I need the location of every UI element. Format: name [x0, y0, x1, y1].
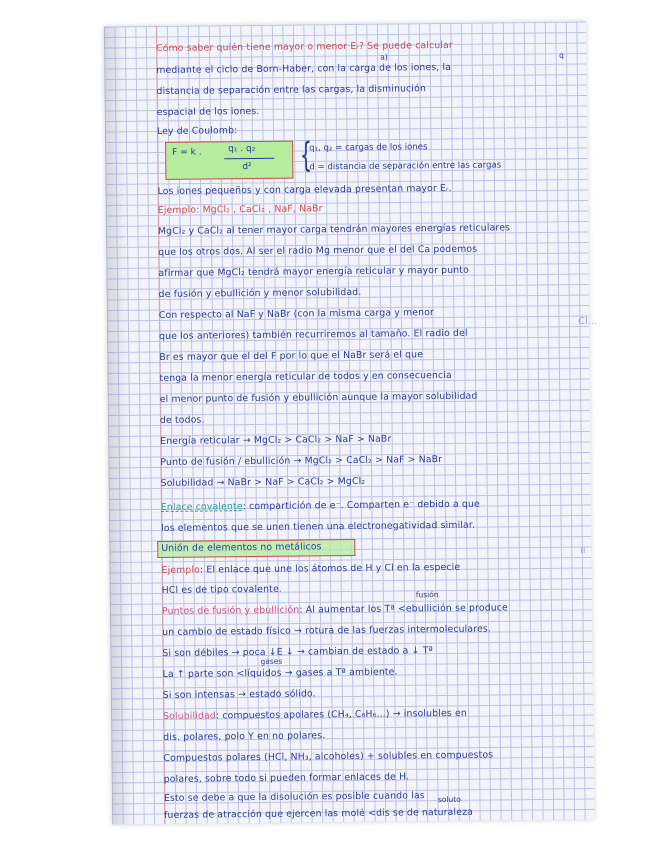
- melting-line-3: Si son débiles → poca ↓E ↓ → cambian de estado a ↓ Tª: [162, 645, 434, 659]
- body-line-1: MgCl₂ y CaCl₂ al tener mayor carga tendrán mayores energías reticulares: [157, 222, 511, 237]
- covalent-box-text: Unión de elementos no metálicos: [161, 541, 322, 554]
- formula-numerator: q₁ . q₂: [228, 143, 256, 155]
- body-line-4: de fusión y ebullición y menor solubilidad.: [158, 286, 362, 300]
- melting-line-5: Si son intensas → estado sólido.: [162, 688, 316, 701]
- covalent-title: Enlace covalente: [160, 501, 243, 513]
- body-line-9: el menor punto de fusión y ebullición aunque la mayor solubilidad: [159, 390, 478, 405]
- intro-superscript-q: q: [559, 50, 564, 60]
- body-line-8: tenga la menor energía reticular de todos y en consecuencia: [159, 369, 452, 384]
- notebook-page: [104, 21, 594, 824]
- solubility-line-5: Esto se debe a que la disolución es posible cuando las: [163, 790, 425, 804]
- covalent-definition: Enlace covalente: compartición de e⁻. Comparten e⁻ debido a que: [160, 498, 480, 513]
- soluto-superscript: soluto: [437, 794, 461, 805]
- solubility-line-2: dis. polares, polo Y en no polares.: [163, 730, 326, 743]
- solubility-line-6: fuerzas de atracción que ejercen las molé <dis se de naturaleza: [164, 806, 474, 821]
- formula-denominator: d²: [242, 162, 252, 173]
- melting-line-4: La ↑ parte son <líquidos → gases a Tª ambiente.: [162, 666, 398, 680]
- body-line-5: Con respecto al NaF y NaBr (con la misma carga y menor: [158, 307, 435, 321]
- coulomb-formula-box: [165, 141, 293, 180]
- order-solubilidad: Solubilidad → NaBr > NaF > CaCl₂ > MgCl₂: [160, 475, 366, 489]
- next-page-edge-mark-2: ıı: [580, 545, 586, 556]
- solubility-line-3: Compuestos polares (HCl, NH₃, alcoholes) + solubles en compuestos: [163, 749, 494, 764]
- curly-brace: {: [299, 135, 313, 176]
- intro-line-4: espacial de los iones.: [156, 105, 260, 118]
- intro-line-2: mediante el ciclo de Born-Haber, con la carga de los iones, la: [156, 61, 452, 76]
- covalent-example: Ejemplo: El enlace que une los átomos de H y Cl en la especie: [161, 561, 461, 576]
- fusion-superscript: fusión: [415, 590, 439, 600]
- binding-shadow: [104, 26, 134, 824]
- small-ions-line: Los iones pequeños y con carga elevada presentan mayor Eᵣ.: [157, 182, 452, 197]
- covalent-example-2: HCl es de tipo covalente.: [161, 583, 282, 596]
- solubility-line: Solubilidad: compuestos apolares (CH₄, C₆H₆...) → insolubles en: [163, 707, 467, 722]
- coulomb-definition-1: q₁, q₂ = cargas de los iones: [309, 142, 428, 154]
- coulomb-title: Ley de Coulomb:: [156, 125, 238, 137]
- melting-line-2: un cambio de estado físico → rotura de las fuerzas intermoleculares.: [162, 623, 491, 638]
- body-line-10: de todos.: [159, 414, 205, 426]
- example-1-line: Ejemplo: MgCl₂ , CaCl₂ , NaF, NaBr: [157, 203, 323, 216]
- covalent-line-2: los elementos que se unen tienen una electronegatividad similar.: [161, 519, 476, 534]
- intro-line-1: Cómo saber quién tiene mayor o menor Eᵣ? Se puede calcular: [156, 39, 453, 54]
- body-line-3: afirmar que MgCl₂ tendrá mayor energía reticular y mayor punto: [158, 264, 469, 279]
- body-line-7: Br es mayor que el del F por lo que el NaBr será el que: [159, 349, 424, 363]
- coulomb-definition-2: d = distancia de separación entre las cargas: [309, 160, 502, 173]
- order-energia: Energía reticular → MgCl₂ > CaCl₂ > NaF > NaBr: [160, 433, 392, 447]
- intro-line-3: distancia de separación entre las cargas, la disminución: [156, 83, 427, 97]
- body-line-2: que los otros dos. Al ser el radio Mg menor que el del Ca podemos: [158, 243, 478, 258]
- next-page-edge-mark: Cl...: [578, 316, 598, 327]
- intro-superscript-a: a): [380, 52, 388, 62]
- order-fusion: Punto de fusión / ebullición → MgCl₂ > CaCl₂ > NaF > NaBr: [160, 454, 443, 468]
- formula-fraction-bar: [224, 158, 274, 160]
- body-line-6: que los anteriores) también recurriremos al tamaño. El radio del: [159, 327, 468, 342]
- gases-superscript: gases: [260, 656, 283, 666]
- melting-points-line: Puntos de fusión y ebullición: Al aumentar los Tª <ebullición se produce: [161, 602, 508, 617]
- solubility-line-4: polares, sobre todo si pueden formar enlaces de H.: [163, 771, 410, 785]
- formula-lhs: F = k .: [172, 147, 202, 158]
